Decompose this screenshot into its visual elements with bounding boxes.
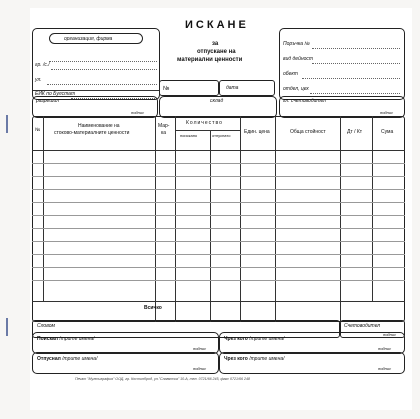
form-subtitle: отпускане на: [197, 49, 236, 55]
col-header-total: Обща стойност: [290, 129, 326, 135]
total-label: Всичко: [144, 305, 162, 311]
object-label: обект: [283, 71, 298, 77]
col-header-unit-price: Един. цена: [244, 129, 270, 135]
form-subtitle: материални ценности: [177, 57, 243, 63]
received-label: Чрез кого: [224, 336, 248, 342]
binder-hole: [6, 115, 8, 133]
delivered-through-field[interactable]: Чрез кого /трите имена/ подпис: [219, 352, 405, 374]
delivered-label: Чрез кого: [224, 356, 248, 362]
in-words-field[interactable]: Словом: [32, 320, 340, 338]
warehouse-field[interactable]: склад: [159, 96, 277, 118]
col-header-name: стоково-материалните ценности: [54, 130, 130, 136]
col-header-requested: поискано: [180, 133, 198, 138]
requisition-form: [30, 8, 412, 410]
col-header-mark: Мар-: [158, 123, 170, 129]
col-header-no: №: [35, 127, 41, 133]
accountant-field[interactable]: Счетоводител подпис: [340, 320, 405, 338]
order-label: Поръчка №: [283, 41, 310, 47]
organization-box: [32, 28, 160, 100]
date-field[interactable]: дата: [219, 80, 275, 96]
form-title: ИСКАНЕ: [185, 19, 249, 31]
col-header-debit-credit: Дт / Кт: [347, 129, 363, 135]
items-grid: [32, 116, 405, 322]
col-header-mark: ка: [161, 130, 167, 136]
issued-by-field[interactable]: Отпуснал /трите имена/ подпис: [32, 352, 219, 374]
city-label: гр. /с./: [35, 62, 50, 68]
requested-label: Поискал: [37, 336, 58, 342]
col-header-quantity: Количество: [186, 120, 223, 126]
activity-label: вид дейност: [283, 56, 314, 62]
chief-accountant-field[interactable]: гл. счетоводител подпис: [279, 96, 405, 118]
binder-hole: [6, 318, 8, 336]
col-header-sum: Сума: [381, 129, 394, 135]
issued-label: Отпуснал: [37, 356, 61, 362]
number-field[interactable]: №: [159, 80, 219, 96]
order-info-box: [279, 28, 405, 100]
received-through-field[interactable]: Чрез кого /трите имена/ подпис: [219, 332, 405, 354]
printer-note: Печат "Мултиграфия" ООД, гр. Костинброд, ул."Славянска" 10-А, тел. 0721/66 245, факс 0721/66 248: [75, 377, 250, 381]
department-label: отдел, цех: [283, 86, 309, 92]
requested-by-field[interactable]: Поискал /трите имена/ подпис: [32, 332, 219, 354]
col-header-name: Наименование на: [78, 123, 120, 129]
bulstat-label: ЕИК по Булстат: [35, 91, 76, 97]
organization-name-field[interactable]: организация, фирма: [49, 33, 143, 44]
street-label: ул.: [35, 77, 42, 83]
col-header-issued: отпуснато: [212, 133, 231, 138]
form-subtitle: за: [212, 41, 219, 47]
approved-by-field[interactable]: разрешил подпис: [32, 96, 158, 118]
